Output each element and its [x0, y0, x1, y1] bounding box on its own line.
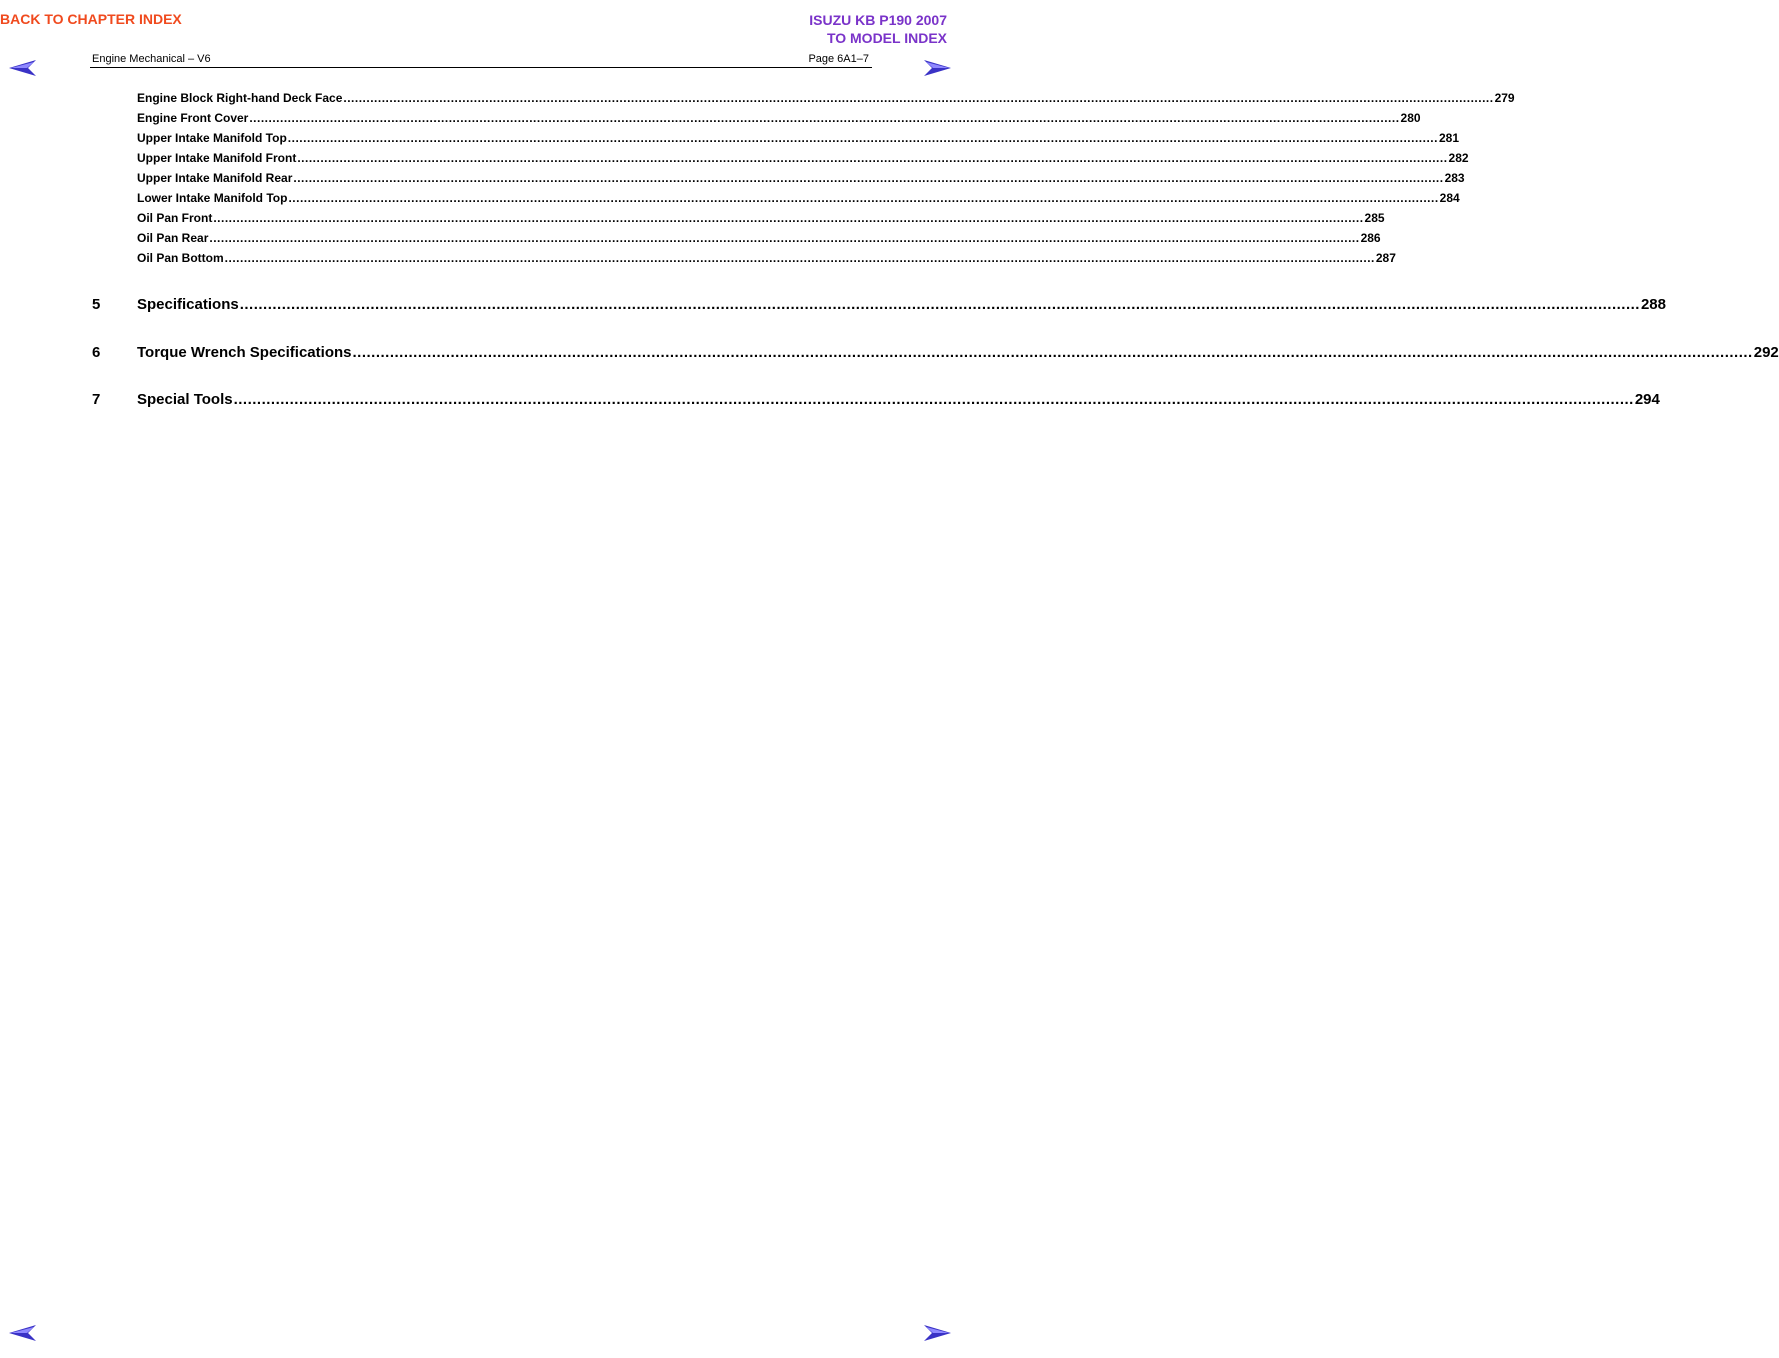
next-page-arrow-icon[interactable] [923, 60, 951, 76]
toc-entry-page: 284 [1439, 191, 1460, 205]
prev-page-arrow-icon[interactable] [9, 60, 37, 76]
toc-entry[interactable] [137, 151, 1469, 169]
toc-entry-title: Oil Pan Bottom [137, 251, 224, 265]
toc-entry-page: 282 [1448, 151, 1469, 165]
toc-entry-title: Upper Intake Manifold Front [137, 151, 297, 165]
dot-leader: ............................................................................................................................................................................................................................................................................................................ [287, 131, 1438, 145]
toc-entry-title: Upper Intake Manifold Rear [137, 171, 293, 185]
page-number: Page 6A1–7 [808, 53, 869, 65]
dot-leader: ............................................................................................................................................................................................................................................................................................................ [249, 111, 1400, 125]
prev-page-arrow-icon[interactable] [9, 1325, 37, 1341]
toc-section-entry[interactable] [92, 296, 1666, 318]
toc-entry-title: Lower Intake Manifold Top [137, 191, 288, 205]
toc-entry-page: 287 [1375, 251, 1396, 265]
dot-leader: ............................................................................................................................................................................................................................................................................................................ [233, 391, 1634, 408]
toc-entry-title: Oil Pan Rear [137, 231, 209, 245]
toc-entry-title: Engine Block Right-hand Deck Face [137, 91, 343, 105]
dot-leader: ............................................................................................................................................................................................................................................................................................................ [288, 191, 1439, 205]
toc-entry-page: 281 [1438, 131, 1460, 145]
next-page-arrow-icon[interactable] [923, 1325, 951, 1341]
toc-entry[interactable] [137, 191, 1460, 209]
toc-entry[interactable] [137, 131, 1460, 149]
toc-section-number: 6 [92, 344, 101, 361]
header-divider [90, 67, 872, 68]
model-header [809, 11, 947, 47]
running-header-title: Engine Mechanical – V6 [92, 53, 211, 65]
toc-entry[interactable] [137, 91, 1515, 109]
toc-section-entry[interactable] [92, 391, 1660, 413]
toc-section-title: Specifications [137, 296, 239, 313]
toc-section-page: 294 [1634, 391, 1660, 408]
model-title: ISUZU KB P190 2007 [809, 12, 947, 28]
toc-entry-title: Upper Intake Manifold Top [137, 131, 287, 145]
back-to-chapter-index-link[interactable]: BACK TO CHAPTER INDEX [0, 11, 182, 27]
dot-leader: ............................................................................................................................................................................................................................................................................................................ [352, 344, 1753, 361]
toc-section-page: 292 [1753, 344, 1779, 361]
dot-leader: ............................................................................................................................................................................................................................................................................................................ [239, 296, 1640, 313]
toc-section-number: 7 [92, 391, 101, 408]
dot-leader: ............................................................................................................................................................................................................................................................................................................ [343, 91, 1494, 105]
dot-leader: ............................................................................................................................................................................................................................................................................................................ [209, 231, 1360, 245]
toc-entry[interactable] [137, 211, 1385, 229]
toc-entry-page: 279 [1494, 91, 1515, 105]
toc-section-title: Torque Wrench Specifications [137, 344, 352, 361]
toc-entry-page: 280 [1400, 111, 1421, 125]
dot-leader: ............................................................................................................................................................................................................................................................................................................ [224, 251, 1375, 265]
toc-section-title: Special Tools [137, 391, 233, 408]
toc-entry-page: 286 [1360, 231, 1381, 245]
dot-leader: ............................................................................................................................................................................................................................................................................................................ [213, 211, 1364, 225]
toc-section-entry[interactable] [92, 344, 1779, 366]
toc-entry[interactable] [137, 171, 1465, 189]
toc-entry-title: Oil Pan Front [137, 211, 213, 225]
toc-section-number: 5 [92, 296, 101, 313]
toc-entry[interactable] [137, 111, 1421, 129]
dot-leader: ............................................................................................................................................................................................................................................................................................................ [293, 171, 1444, 185]
toc-entry-title: Engine Front Cover [137, 111, 249, 125]
toc-entry[interactable] [137, 231, 1381, 249]
toc-entry[interactable] [137, 251, 1396, 269]
toc-entry-page: 285 [1364, 211, 1385, 225]
toc-entry-page: 283 [1444, 171, 1465, 185]
toc-section-page: 288 [1640, 296, 1666, 313]
dot-leader: ............................................................................................................................................................................................................................................................................................................ [297, 151, 1448, 165]
to-model-index-link[interactable]: TO MODEL INDEX [826, 30, 947, 46]
